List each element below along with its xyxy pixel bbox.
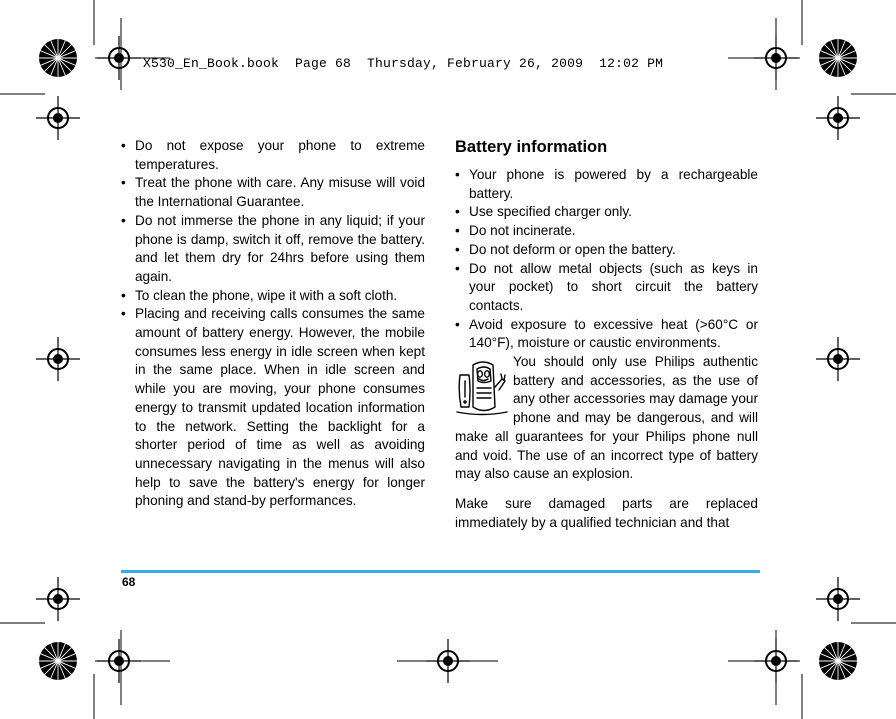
footer-rule xyxy=(121,570,760,573)
list-item: • Do not immerse the phone in any liquid; if your phone is damp, switch it off, remove the battery. and let them dry for 24hrs before using them again. xyxy=(121,212,425,287)
list-item: • Avoid exposure to excessive heat (>60°C or 140°F), moisture or caustic environments. xyxy=(455,316,758,353)
list-item: • Do not allow metal objects (such as keys in your pocket) to short circuit the battery contacts. xyxy=(455,260,758,316)
list-item: • Your phone is powered by a rechargeable battery. xyxy=(455,166,758,203)
list-item: • Treat the phone with care. Any misuse will void the International Guarantee. xyxy=(121,174,425,211)
list-item: • Do not expose your phone to extreme temperatures. xyxy=(121,137,425,174)
right-column xyxy=(455,137,758,532)
battery-list xyxy=(455,166,758,353)
list-item: • Do not incinerate. xyxy=(455,222,758,241)
body-paragraph: Make sure damaged parts are replaced immediately by a qualified technician and that xyxy=(455,495,758,530)
page-number: 68 xyxy=(122,575,136,589)
callout-text: You should only use Philips authentic battery and accessories, as the use of any other accessories may damage your phone and may be dangerous, and will make all guarantees for your Philips phone null and void. The use of an incorrect type of battery may also cause an explosion. xyxy=(455,354,758,482)
section-heading: Battery information xyxy=(455,138,608,156)
warning-cartoon-icon xyxy=(455,357,510,421)
list-item: • To clean the phone, wipe it with a soft cloth. xyxy=(121,287,425,306)
list-item: • Use specified charger only. xyxy=(455,203,758,222)
warning-callout xyxy=(455,353,758,484)
list-item: • Do not deform or open the battery. xyxy=(455,241,758,260)
care-list xyxy=(121,137,425,511)
print-header: X530_En_Book.book Page 68 Thursday, February 26, 2009 12:02 PM xyxy=(143,56,664,71)
left-column xyxy=(121,137,425,511)
list-item: • Placing and receiving calls consumes the same amount of battery energy. However, the mobile consumes less energy in idle screen when kept in the same place. When in idle screen and while you are moving, your phone consumes energy to transmit updated location information to the network. Setting the backlight for a shorter period of time as well as avoiding unnecessary navigating in the menus will also help to save the battery's energy for longer phoning and stand-by performances. xyxy=(121,305,425,511)
